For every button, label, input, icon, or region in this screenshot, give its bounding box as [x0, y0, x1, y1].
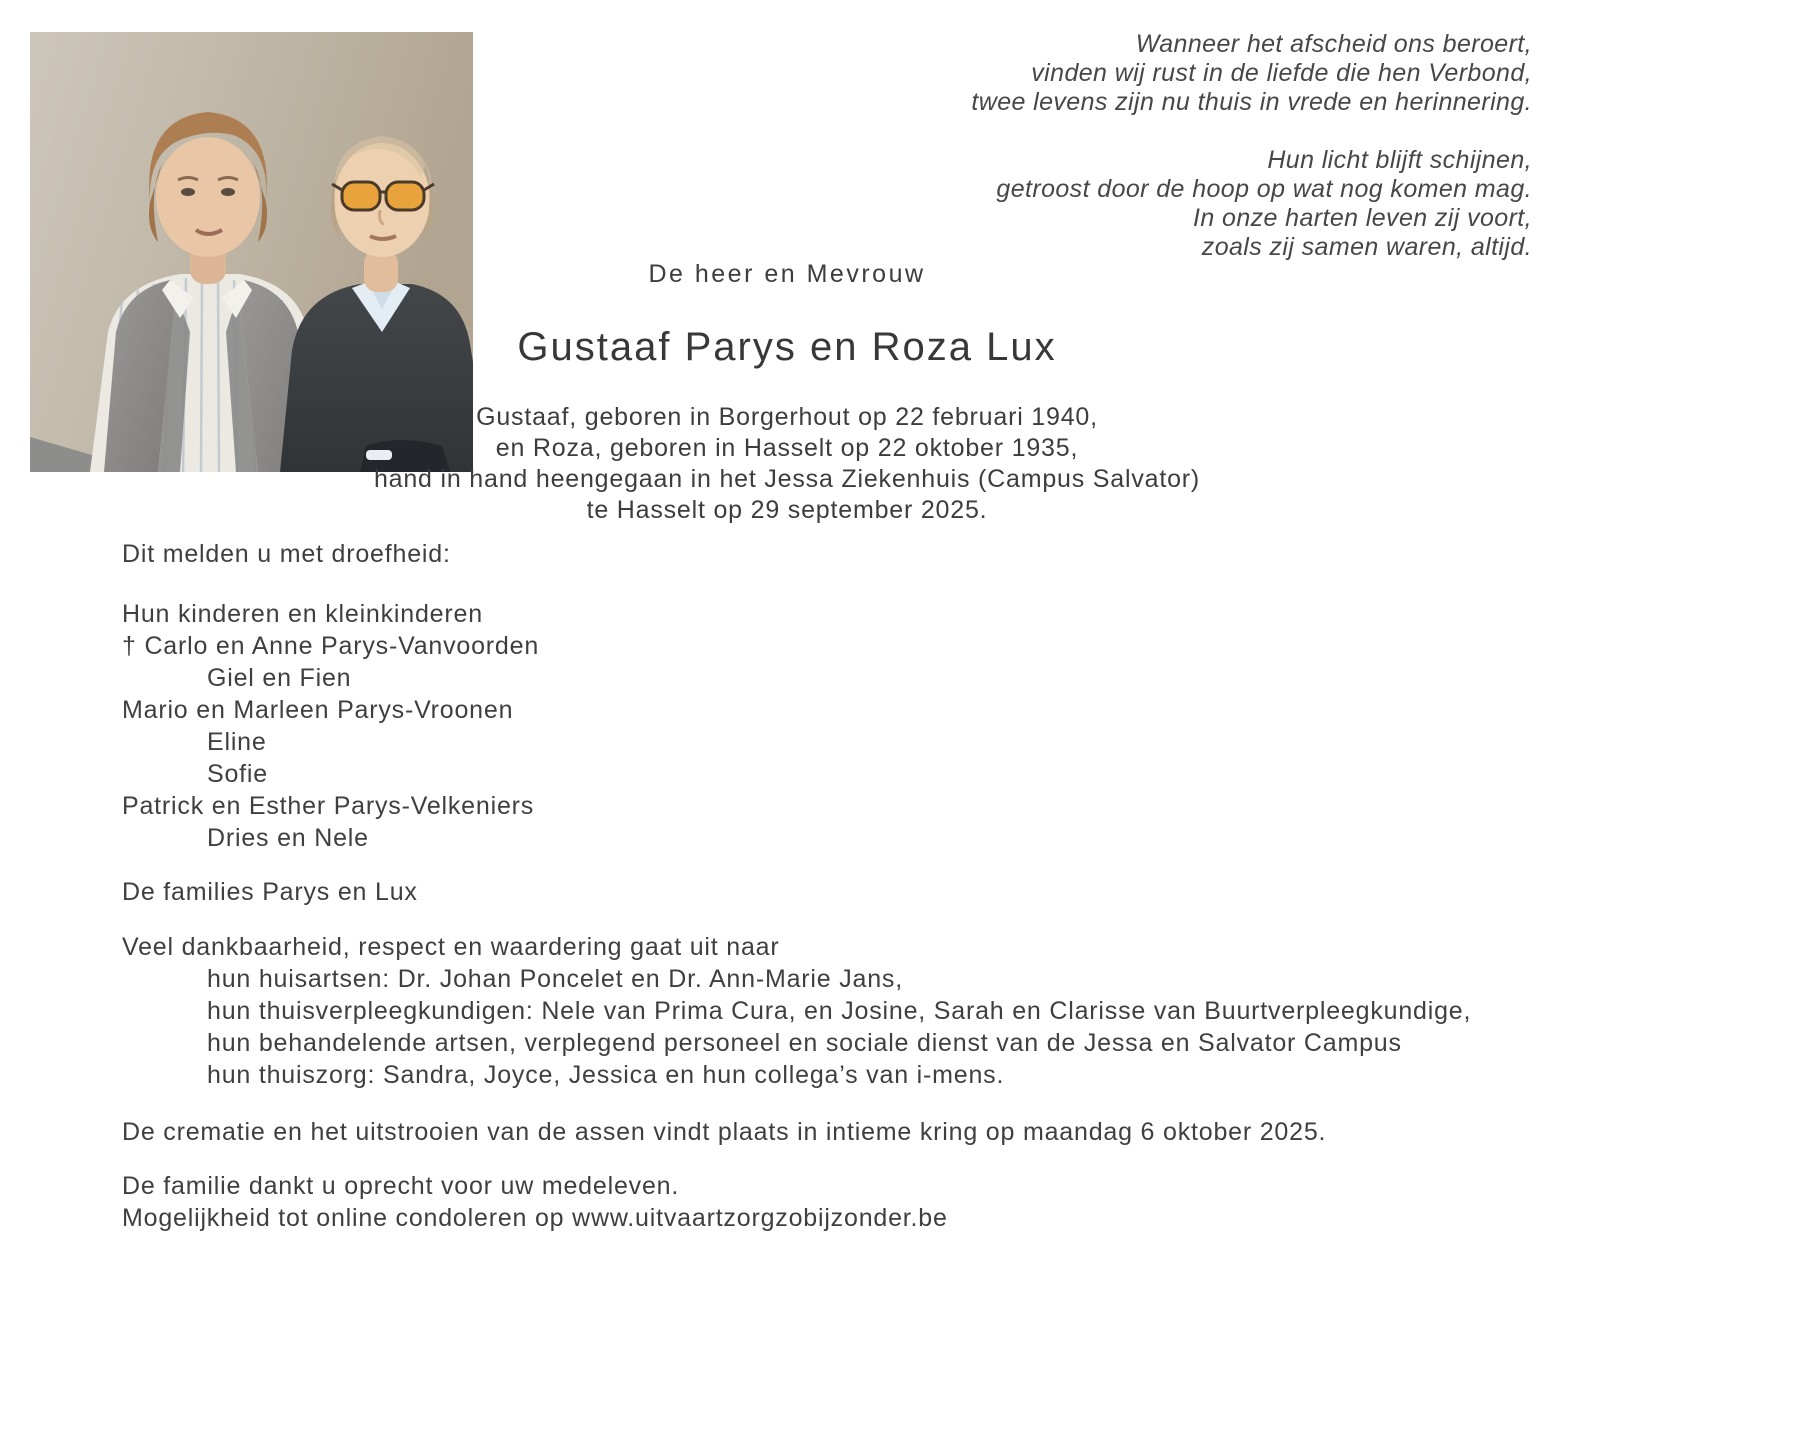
poem-line: vinden wij rust in de liefde die hen Verbond,: [1031, 59, 1532, 87]
gratitude-line: hun thuisverpleegkundigen: Nele van Prima Cura, en Josine, Sarah en Clarisse van Buurtverpleegkundige,: [207, 997, 1472, 1025]
poem-line: Wanneer het afscheid ons beroert,: [1135, 30, 1532, 58]
announcement-intro: Dit melden u met droefheid:: [122, 540, 451, 568]
poem-line: twee levens zijn nu thuis in vrede en herinnering.: [971, 88, 1532, 116]
family-member-line: Sofie: [207, 760, 268, 788]
memorial-poem: [971, 30, 1532, 262]
closing-condolences: Mogelijkheid tot online condoleren op www.uitvaartzorgzobijzonder.be: [122, 1204, 948, 1232]
family-member-line: Eline: [207, 728, 267, 756]
poem-line: In onze harten leven zij voort,: [1193, 204, 1532, 232]
family-member-line: Patrick en Esther Parys-Velkeniers: [122, 792, 535, 820]
families-line: De families Parys en Lux: [122, 878, 418, 906]
poem-line: Hun licht blijft schijnen,: [1267, 146, 1532, 174]
family-member-line: Dries en Nele: [207, 824, 369, 852]
deceased-names: Gustaaf Parys en Roza Lux: [517, 325, 1057, 369]
gratitude-line: hun huisartsen: Dr. Johan Poncelet en Dr. Ann-Marie Jans,: [207, 965, 903, 993]
life-detail-line: te Hasselt op 29 september 2025.: [586, 496, 988, 524]
family-list: [122, 598, 1471, 854]
poem-line: getroost door de hoop op wat nog komen mag.: [996, 175, 1532, 203]
life-details: [30, 402, 1544, 526]
poem-stanza-1: [971, 30, 1532, 117]
gratitude-intro: Veel dankbaarheid, respect en waardering gaat uit naar: [122, 933, 780, 961]
closing-section: [122, 1170, 1471, 1234]
gratitude-section: [122, 931, 1471, 1091]
life-detail-line: Gustaaf, geboren in Borgerhout op 22 februari 1940,: [476, 403, 1098, 431]
gratitude-line: hun thuiszorg: Sandra, Joyce, Jessica en hun collega’s van i-mens.: [207, 1061, 1005, 1089]
family-member-line: Mario en Marleen Parys-Vroonen: [122, 696, 514, 724]
poem-stanza-2: [971, 146, 1532, 262]
gratitude-line: hun behandelende artsen, verplegend personeel en sociale dienst van de Jessa en Salvator Campus: [207, 1029, 1402, 1057]
closing-thanks: De familie dankt u oprecht voor uw medeleven.: [122, 1172, 680, 1200]
salutation: De heer en Mevrouw: [648, 260, 926, 288]
life-detail-line: en Roza, geboren in Hasselt op 22 oktober 1935,: [495, 434, 1079, 462]
life-detail-line: hand in hand heengegaan in het Jessa Ziekenhuis (Campus Salvator): [373, 465, 1201, 493]
family-member-line: Hun kinderen en kleinkinderen: [122, 600, 483, 628]
family-member-line: † Carlo en Anne Parys-Vanvoorden: [122, 632, 540, 660]
poem-line: zoals zij samen waren, altijd.: [1201, 233, 1532, 261]
gratitude-list: [122, 963, 1471, 1091]
cremation-notice: De crematie en het uitstrooien van de assen vindt plaats in intieme kring op maandag 6 oktober 2025.: [122, 1118, 1327, 1146]
header-block: [30, 260, 1544, 526]
announcement-body: [122, 538, 1471, 1234]
family-member-line: Giel en Fien: [207, 664, 352, 692]
